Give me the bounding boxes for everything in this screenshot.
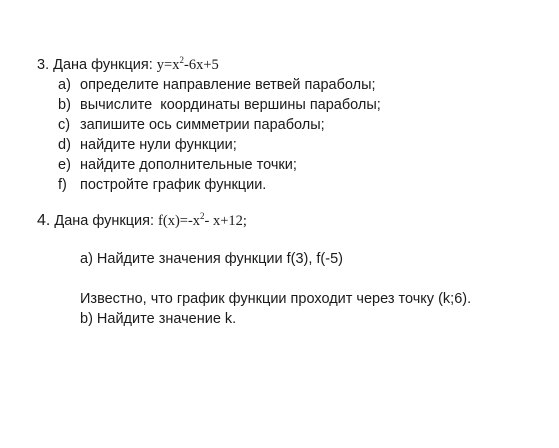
task3-intro: Дана функция: (53, 57, 153, 73)
item-text: найдите нули функции; (80, 137, 237, 153)
item-text: найдите дополнительные точки; (80, 157, 297, 173)
item-marker: a) (58, 77, 71, 93)
task4-part-a: a) Найдите значения функции f(3), f(-5) (80, 251, 343, 267)
task4-part-b: b) Найдите значение k. (80, 311, 237, 327)
task4-formula-exponent: 2 (200, 211, 205, 221)
task3-formula-rest: -6x+5 (183, 57, 219, 73)
item-text: запишите ось симметрии параболы; (80, 117, 325, 133)
task4-formula (158, 213, 247, 229)
task4-number: 4. (37, 212, 51, 229)
task3-number: 3. (37, 57, 50, 73)
task4-formula-base: f(x)=-x (158, 213, 201, 229)
task4-condition: Известно, что график функции проходит через точку (k;6). (80, 291, 472, 307)
item-marker: b) (58, 97, 71, 113)
item-text: вычислите координаты вершины параболы; (80, 97, 381, 113)
task4-intro: Дана функция: (54, 213, 155, 229)
task4-formula-rest: - x+12; (204, 213, 247, 229)
item-marker: f) (58, 177, 67, 193)
item-marker: e) (58, 157, 71, 173)
item-marker: c) (58, 117, 71, 133)
task3-formula (157, 57, 219, 73)
task4-heading (37, 211, 247, 231)
task3-formula-base: y=x (156, 57, 180, 73)
item-marker: d) (58, 137, 71, 153)
item-text: определите направление ветвей параболы; (80, 77, 376, 93)
item-text: постройте график функции. (80, 177, 267, 193)
task3-formula-exponent: 2 (179, 55, 184, 65)
task3-heading (37, 55, 219, 75)
